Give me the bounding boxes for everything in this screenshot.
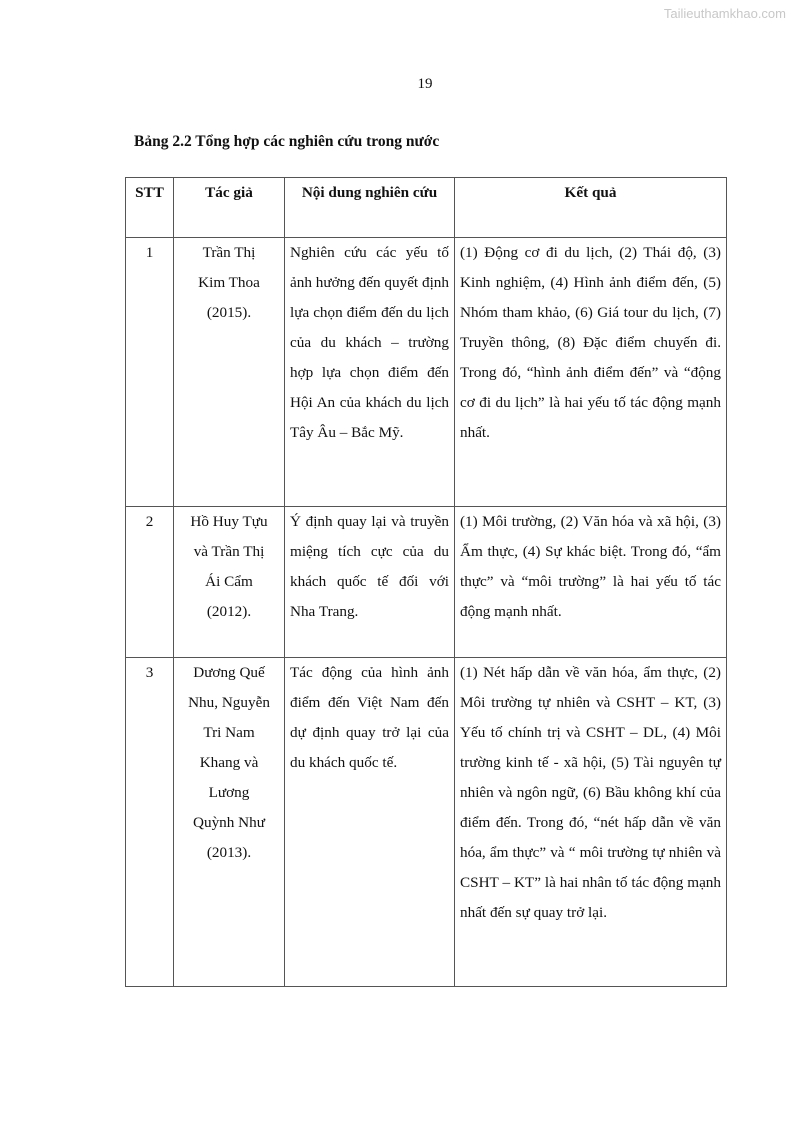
author-line: (2012). xyxy=(206,603,252,620)
page-number: 19 xyxy=(417,76,433,92)
header-result: Kết quả xyxy=(455,178,727,238)
cell-author xyxy=(174,507,285,658)
author-line: Nhu, Nguyễn xyxy=(188,694,270,711)
cell-result: (1) Môi trường, (2) Văn hóa và xã hội, (3) Ẩm thực, (4) Sự khác biệt. Trong đó, “ẩm thực” và “môi trường” là hai yếu tố tác động mạnh nhất. xyxy=(455,507,727,658)
author-line: Ái Cẩm xyxy=(205,573,253,590)
cell-stt: 2 xyxy=(126,507,174,658)
watermark: Tailieuthamkhao.com xyxy=(663,6,786,21)
cell-result: (1) Nét hấp dẫn về văn hóa, ẩm thực, (2) Môi trường tự nhiên và CSHT – KT, (3) Yếu tố chính trị và CSHT – DL, (4) Môi trường kinh tế - xã hội, (5) Tài nguyên tự nhiên và ngôn ngữ, (6) Bầu không khí của điểm đến. Trong đó, “nét hấp dẫn về văn hóa, ẩm thực” và “ môi trường tự nhiên và CSHT – KT” là hai nhân tố tác động mạnh nhất đến sự quay trở lại. xyxy=(455,658,727,987)
author-line: Quỳnh Như xyxy=(193,814,265,831)
cell-author xyxy=(174,238,285,507)
cell-content: Nghiên cứu các yếu tố ảnh hưởng đến quyết định lựa chọn điểm đến du lịch của du khách – trường hợp lựa chọn điểm đến Hội An của khách du lịch Tây Âu – Bắc Mỹ. xyxy=(285,238,455,507)
header-content: Nội dung nghiên cứu xyxy=(285,178,455,238)
table-row xyxy=(126,507,727,658)
header-stt: STT xyxy=(126,178,174,238)
author-line: Hồ Huy Tựu xyxy=(190,513,268,530)
author-line: Lương xyxy=(208,784,250,801)
cell-stt: 3 xyxy=(126,658,174,987)
cell-content: Ý định quay lại và truyền miệng tích cực của du khách quốc tế đối với Nha Trang. xyxy=(285,507,455,658)
cell-content: Tác động của hình ảnh điểm đến Việt Nam đến dự định quay trở lại của du khách quốc tế. xyxy=(285,658,455,987)
research-table xyxy=(125,177,727,987)
author-line: Trần Thị xyxy=(202,244,256,261)
author-line: (2013). xyxy=(206,844,252,861)
author-line: (2015). xyxy=(206,304,252,321)
table-row xyxy=(126,658,727,987)
author-line: Khang và xyxy=(199,754,259,771)
author-line: Kim Thoa xyxy=(198,274,260,291)
table-header-row xyxy=(126,178,727,238)
header-author: Tác giả xyxy=(174,178,285,238)
cell-author xyxy=(174,658,285,987)
cell-stt: 1 xyxy=(126,238,174,507)
author-line: và Trần Thị xyxy=(193,543,265,560)
table-row xyxy=(126,238,727,507)
author-line: Dương Quế xyxy=(193,664,265,681)
author-line: Tri Nam xyxy=(203,724,255,741)
table-caption: Bảng 2.2 Tổng hợp các nghiên cứu trong nước xyxy=(134,133,440,150)
cell-result: (1) Động cơ đi du lịch, (2) Thái độ, (3) Kinh nghiệm, (4) Hình ảnh điểm đến, (5) Nhóm tham khảo, (6) Giá tour du lịch, (7) Truyền thông, (8) Đặc điểm chuyến đi. Trong đó, “hình ảnh điểm đến” và “động cơ đi du lịch” là hai yếu tố tác động mạnh nhất. xyxy=(455,238,727,507)
